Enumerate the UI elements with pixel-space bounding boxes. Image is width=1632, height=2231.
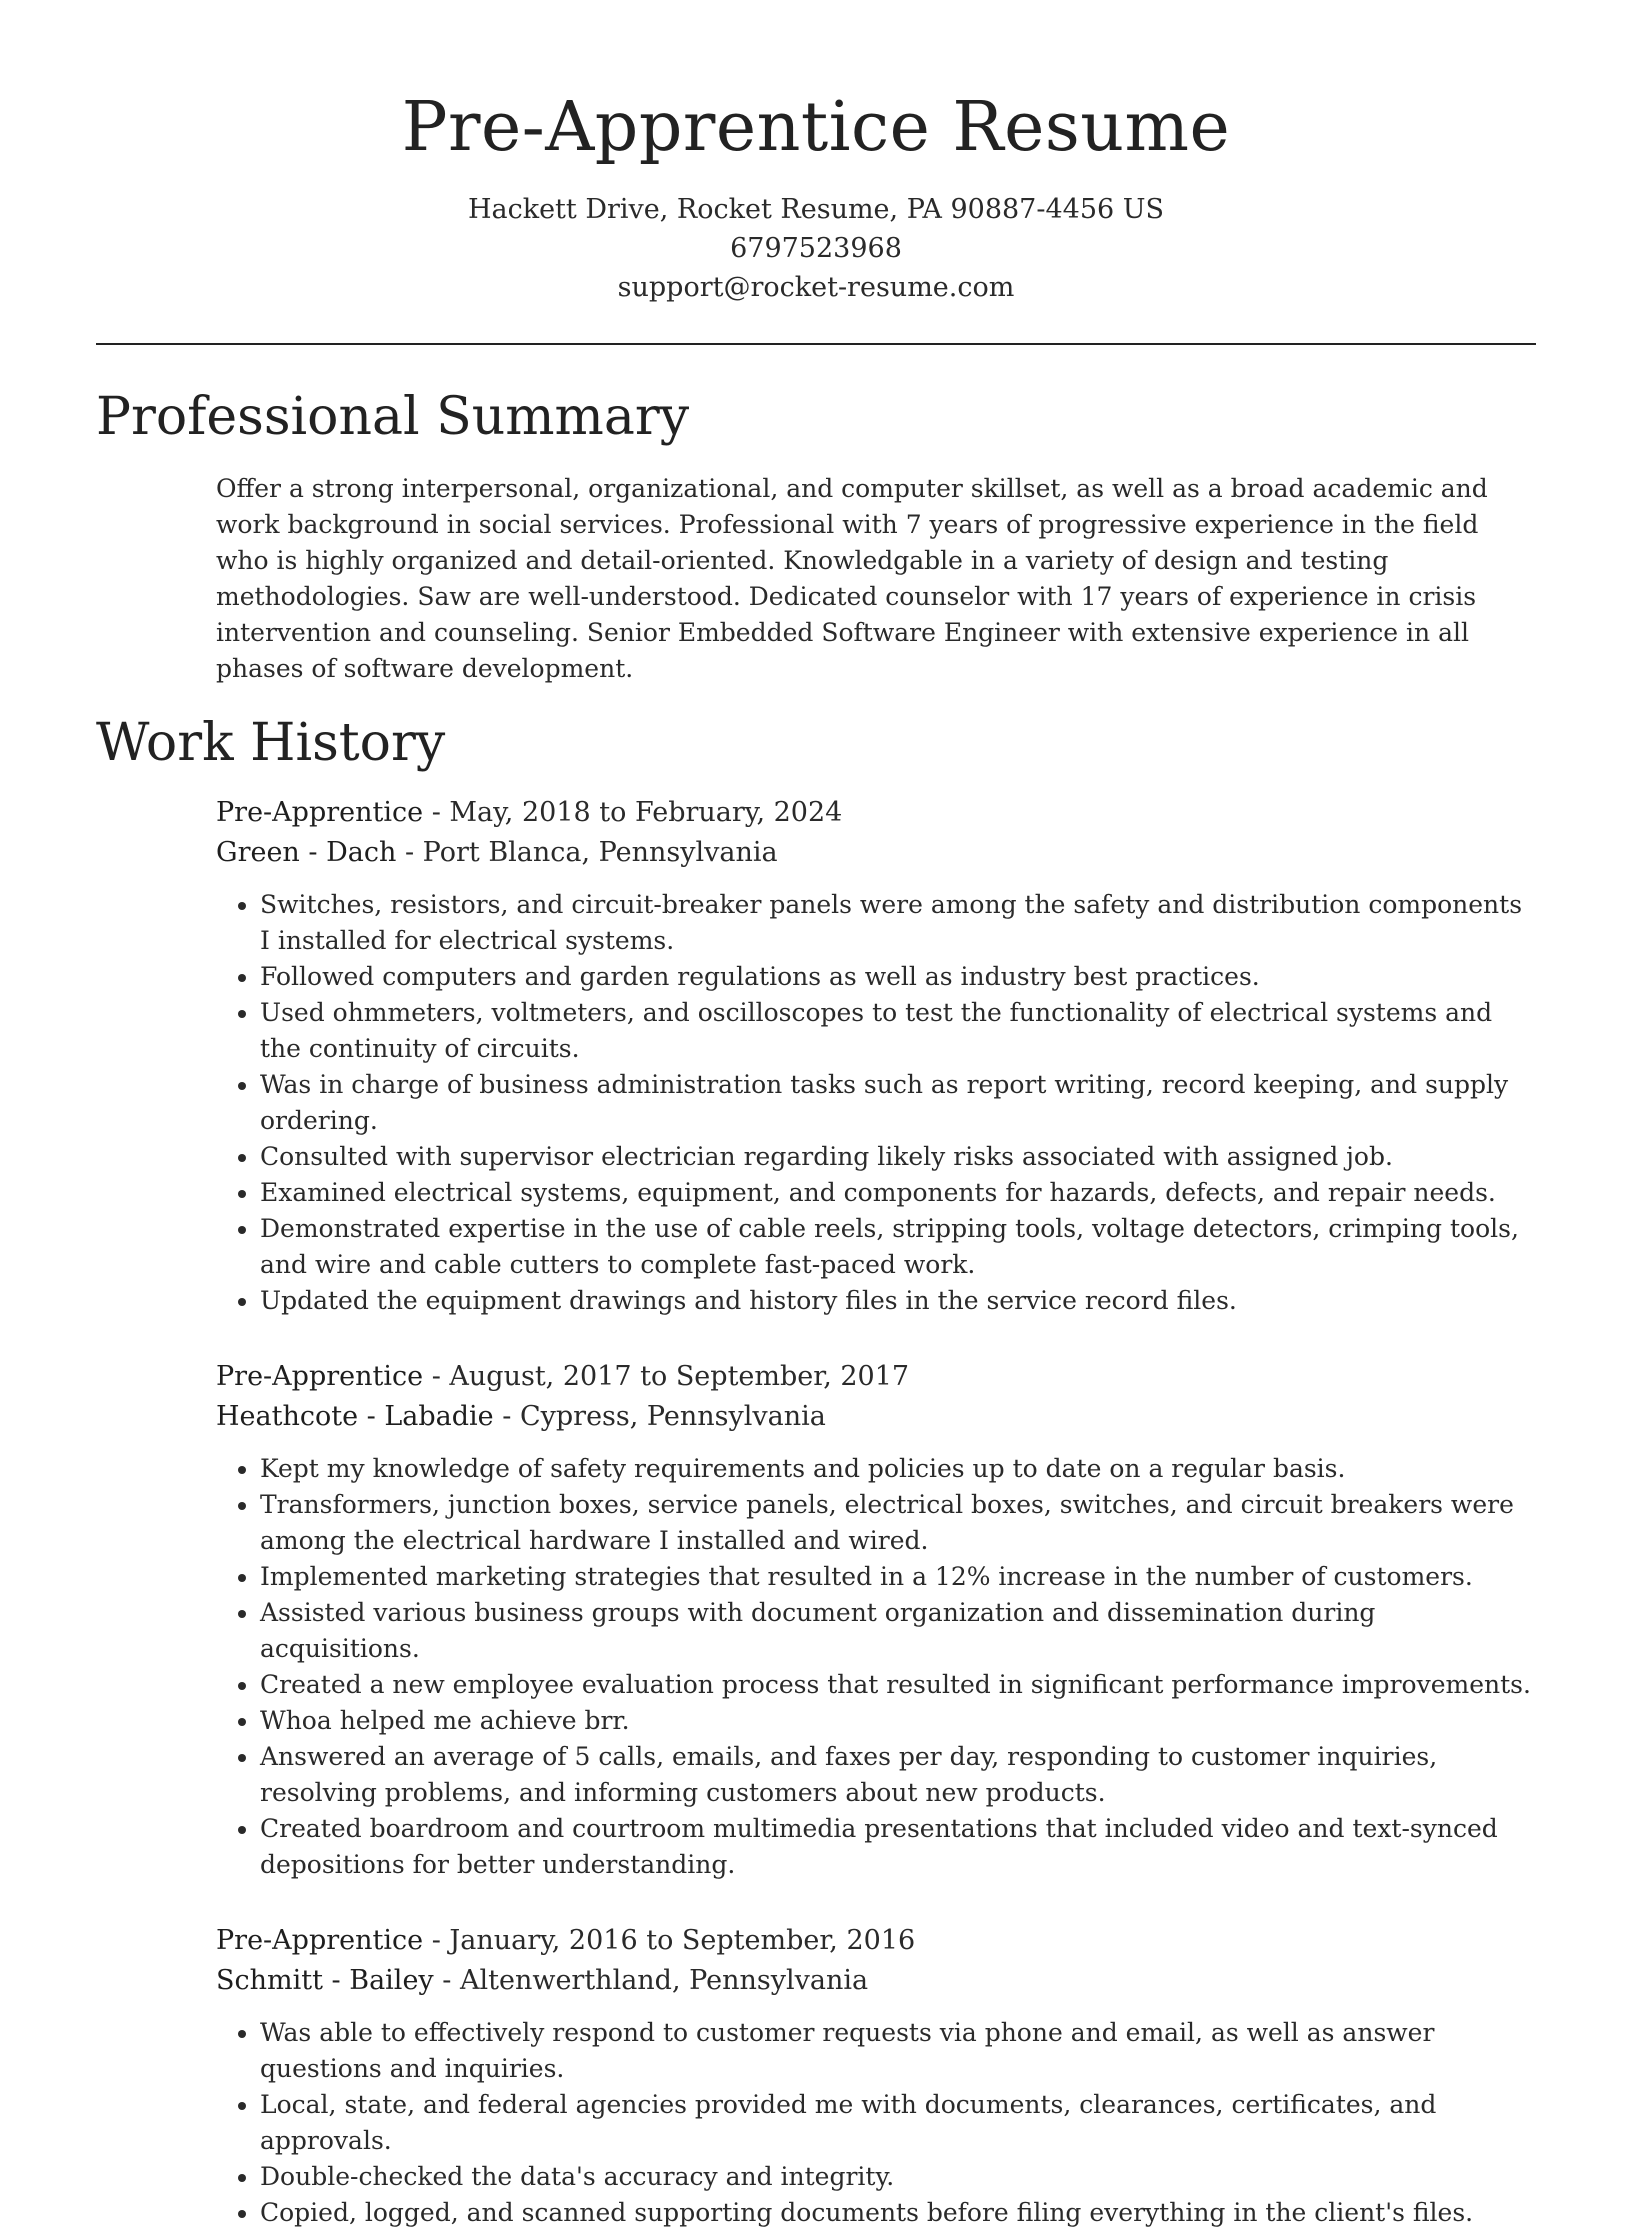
list-item: • Assisted various business groups with document organization and dissemination during acquisitions. <box>260 1595 1536 1667</box>
job-title-line <box>216 1921 1536 1961</box>
contact-address: Hackett Drive, Rocket Resume, PA 90887-4456 US <box>467 194 1165 225</box>
job-entry <box>216 793 1536 1319</box>
job-title-line <box>216 793 1536 833</box>
job-company: Schmitt - Bailey <box>216 1965 434 1996</box>
job-location: - Altenwerthland, Pennsylvania <box>433 1965 869 1996</box>
header-divider <box>96 343 1536 345</box>
job-company-line <box>216 1961 1536 2001</box>
list-item: • Implemented marketing strategies that resulted in a 12% increase in the number of customers. <box>260 1559 1536 1595</box>
job-title-line <box>216 1357 1536 1397</box>
job-company-line <box>216 1397 1536 1437</box>
job-entry <box>216 1921 1536 2231</box>
job-dates: - May, 2018 to February, 2024 <box>423 797 843 828</box>
job-title: Pre-Apprentice <box>216 1361 424 1392</box>
job-duties-list <box>216 2015 1536 2231</box>
job-company-line <box>216 833 1536 873</box>
list-item: • Kept my knowledge of safety requirements and policies up to date on a regular basis. <box>260 1451 1536 1487</box>
job-duties-list <box>216 887 1536 1319</box>
list-item: • Examined electrical systems, equipment, and components for hazards, defects, and repair needs. <box>260 1175 1536 1211</box>
job-company: Green - Dach <box>216 837 397 868</box>
list-item: • Created boardroom and courtroom multimedia presentations that included video and text-synced depositions for better understanding. <box>260 1811 1536 1883</box>
list-item: • Created a new employee evaluation process that resulted in significant performance improvements. <box>260 1667 1536 1703</box>
contact-phone: 6797523968 <box>730 233 902 264</box>
list-item: • Consulted with supervisor electrician regarding likely risks associated with assigned job. <box>260 1139 1536 1175</box>
job-dates: - August, 2017 to September, 2017 <box>423 1361 910 1392</box>
resume-header <box>96 0 1536 307</box>
summary-heading: Professional Summary <box>96 387 690 447</box>
job-dates: - January, 2016 to September, 2016 <box>423 1925 916 1956</box>
job-entry <box>216 1357 1536 1883</box>
list-item: • Was able to effectively respond to customer requests via phone and email, as well as answer questions and inquiries. <box>260 2015 1536 2087</box>
contact-info <box>96 190 1536 307</box>
list-item: • Demonstrated expertise in the use of cable reels, stripping tools, voltage detectors, crimping tools, and wire and cable cutters to complete fast-paced work. <box>260 1211 1536 1283</box>
job-location: - Cypress, Pennsylvania <box>493 1401 826 1432</box>
list-item: • Double-checked the data's accuracy and integrity. <box>260 2159 1536 2195</box>
job-location: - Port Blanca, Pennsylvania <box>396 837 778 868</box>
job-company: Heathcote - Labadie <box>216 1401 494 1432</box>
list-item: • Answered an average of 5 calls, emails, and faxes per day, responding to customer inquiries, resolving problems, and informing customers about new products. <box>260 1739 1536 1811</box>
list-item: • Whoa helped me achieve brr. <box>260 1703 1536 1739</box>
resume-title: Pre-Apprentice Resume <box>401 88 1231 167</box>
list-item: • Transformers, junction boxes, service panels, electrical boxes, switches, and circuit breakers were among the electrical hardware I installed and wired. <box>260 1487 1536 1559</box>
job-duties-list <box>216 1451 1536 1883</box>
list-item: • Switches, resistors, and circuit-breaker panels were among the safety and distribution components I installed for electrical systems. <box>260 887 1536 959</box>
contact-email: support@rocket-resume.com <box>617 272 1015 303</box>
work-history-heading: Work History <box>96 713 446 773</box>
list-item: • Updated the equipment drawings and history files in the service record files. <box>260 1283 1536 1319</box>
job-title: Pre-Apprentice <box>216 1925 424 1956</box>
list-item: • Used ohmmeters, voltmeters, and oscilloscopes to test the functionality of electrical systems and the continuity of circuits. <box>260 995 1536 1067</box>
summary-text: Offer a strong interpersonal, organizational, and computer skillset, as well as a broad academic and work background in social services. Professional with 7 years of progressive experience in the field who is highly organized and detail-oriented. Knowledgable in a variety of design and testing methodologies. Saw are well-understood. Dedicated counselor with 17 years of experience in crisis intervention and counseling. Senior Embedded Software Engineer with extensive experience in all phases of software development. <box>216 474 1488 683</box>
work-history-list <box>96 793 1536 2231</box>
job-title: Pre-Apprentice <box>216 797 424 828</box>
list-item: • Copied, logged, and scanned supporting documents before filing everything in the client's files. <box>260 2195 1536 2231</box>
list-item: • Local, state, and federal agencies provided me with documents, clearances, certificates, and approvals. <box>260 2087 1536 2159</box>
list-item: • Followed computers and garden regulations as well as industry best practices. <box>260 959 1536 995</box>
list-item: • Was in charge of business administration tasks such as report writing, record keeping, and supply ordering. <box>260 1067 1536 1139</box>
